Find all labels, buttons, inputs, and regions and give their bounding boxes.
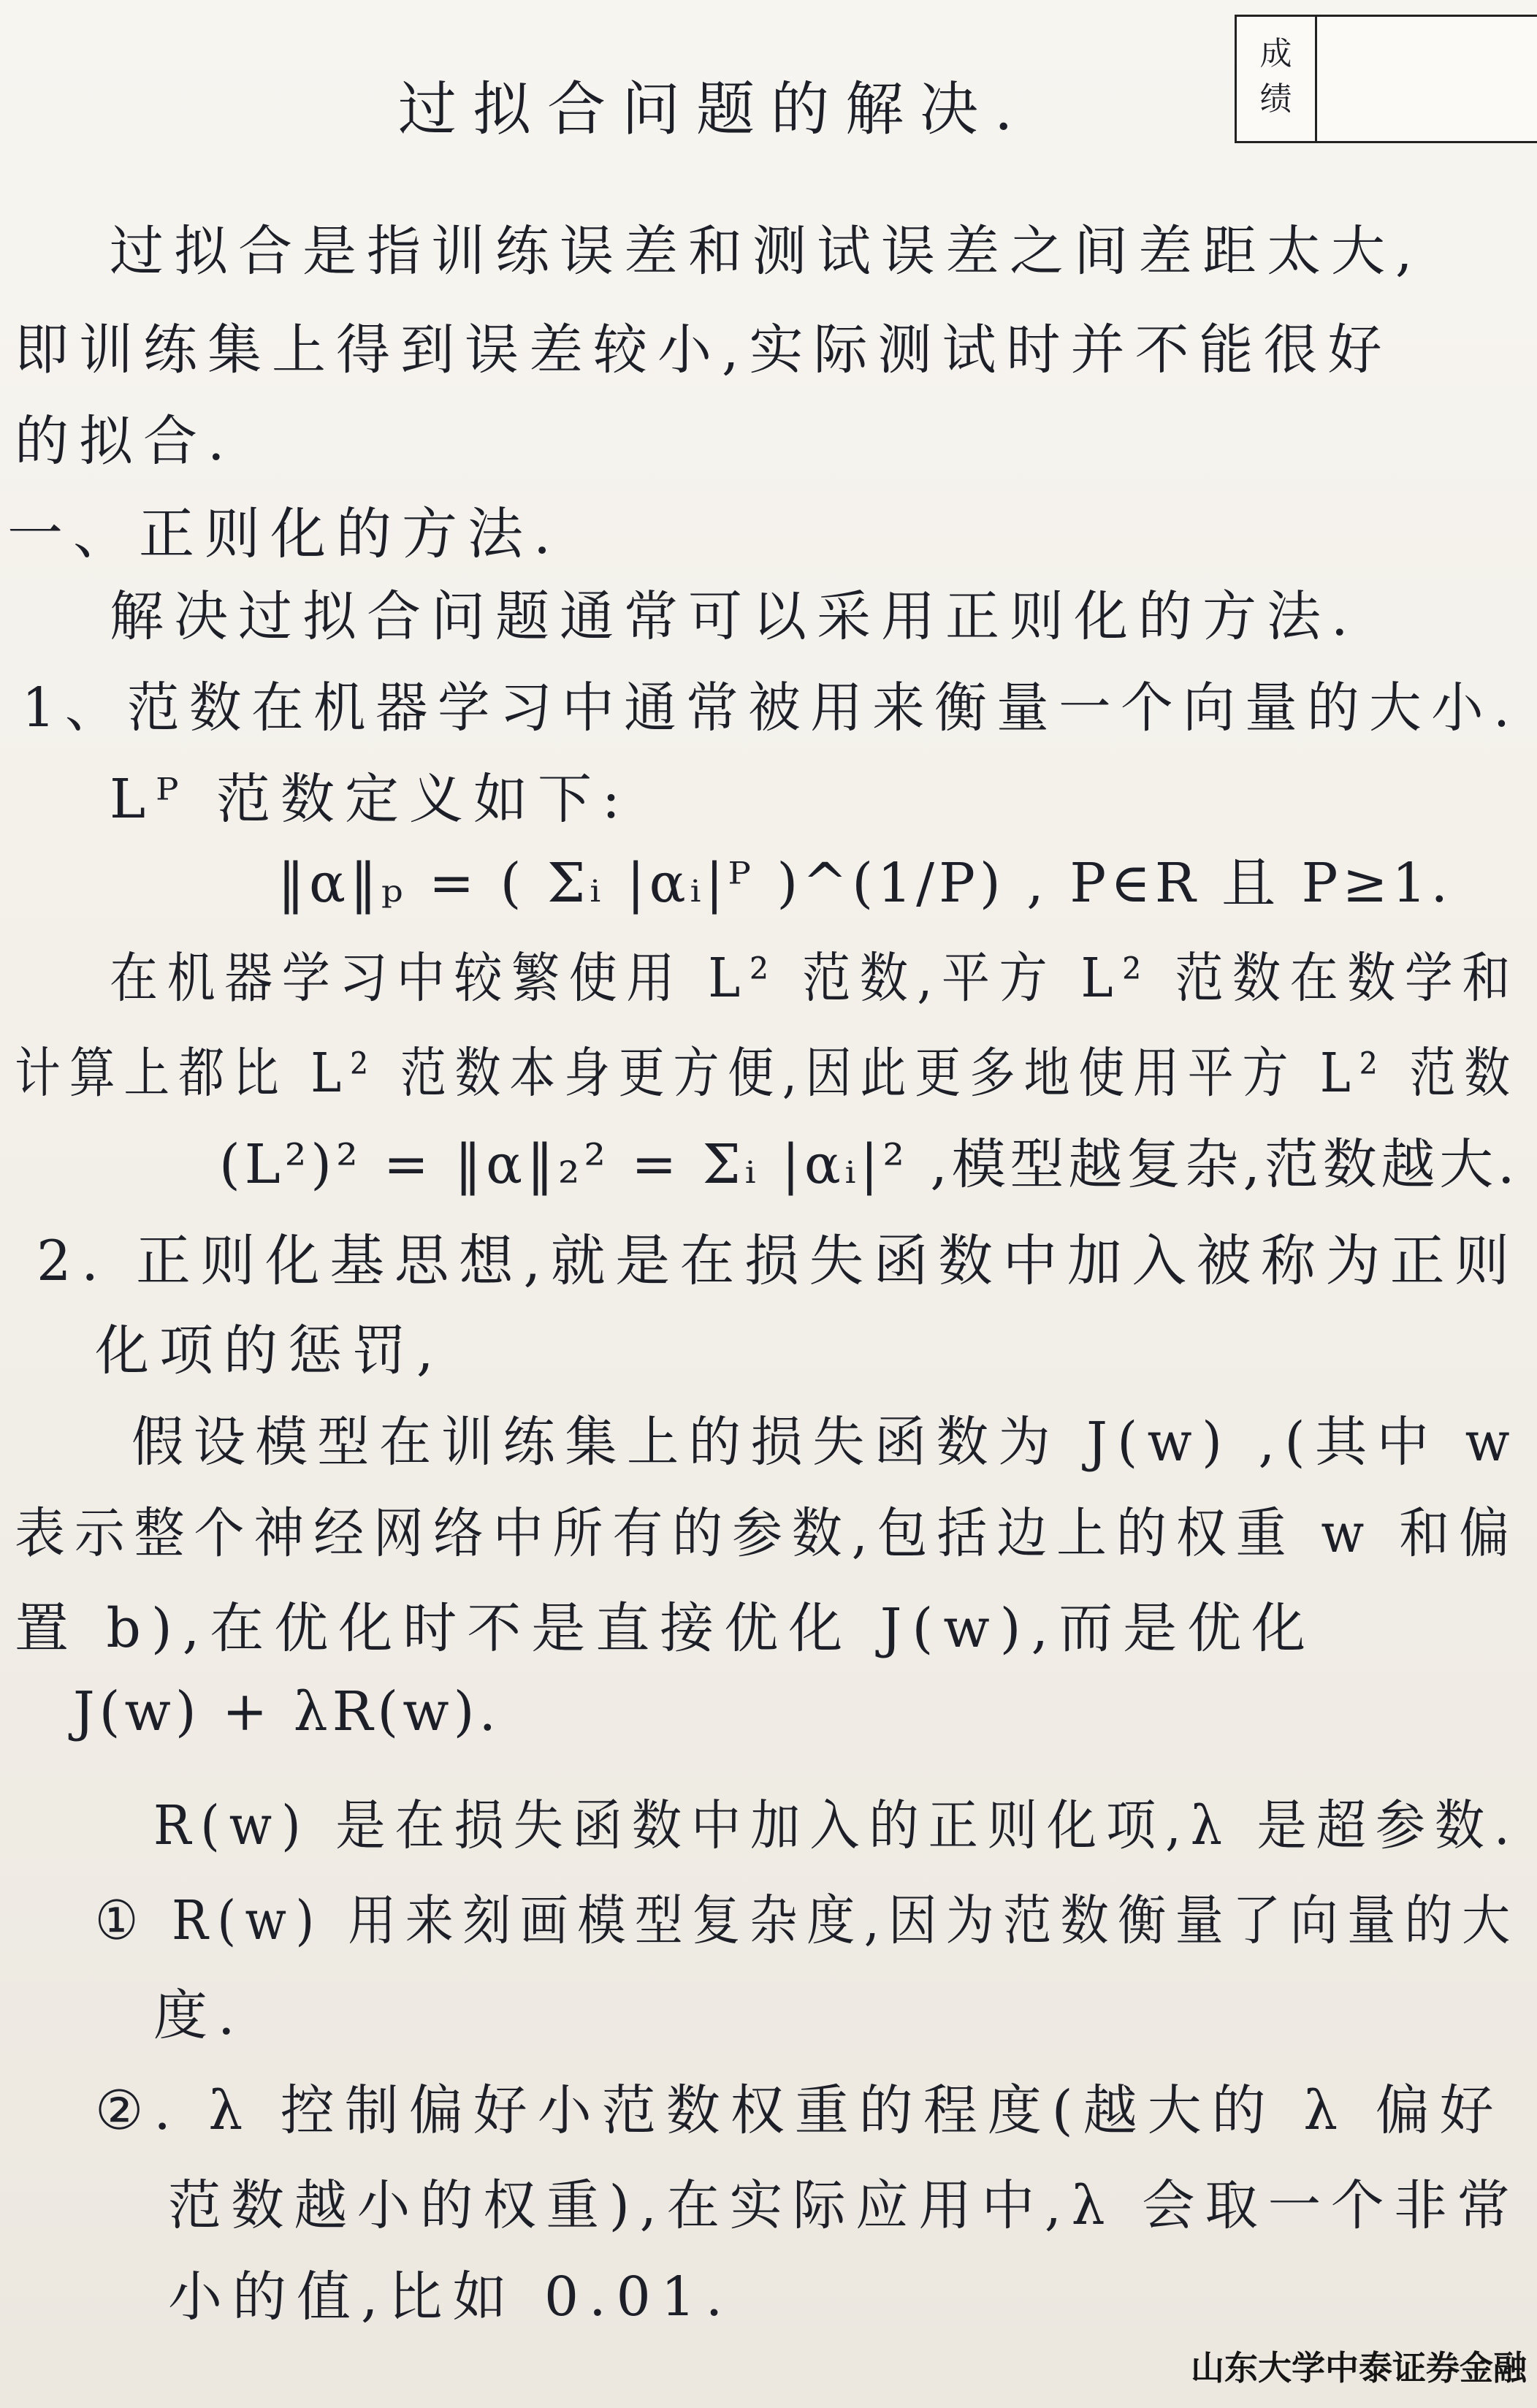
section-heading: 2. 正则化基思想,就是在损失函数中加入被称为正则 — [37, 1228, 1519, 1293]
page-title: 过拟合问题的解决. — [398, 75, 1029, 143]
text-line: 度. — [153, 1984, 245, 2047]
grade-box — [1235, 15, 1537, 143]
text-line: 1、范数在机器学习中通常被用来衡量一个向量的大小. — [22, 677, 1520, 739]
text-line: 在机器学习中较繁使用 L² 范数,平方 L² 范数在数学和 — [110, 947, 1519, 1010]
formula-line: J(w) + λR(w). — [73, 1680, 501, 1743]
text-line: ① R(w) 用来刻画模型复杂度,因为范数衡量了向量的大 — [95, 1889, 1519, 1952]
text-line: 过拟合是指训练误差和测试误差之间差距太大, — [110, 220, 1423, 283]
text-line: 计算上都比 L² 范数本身更方便,因此更多地使用平方 L² 范数 — [15, 1042, 1519, 1105]
text-line: Lᴾ 范数定义如下: — [110, 768, 630, 831]
section-heading: 一、正则化的方法. — [7, 501, 562, 566]
formula-line: ‖α‖ₚ = ( Σᵢ |αᵢ|ᴾ )^(1/P) , P∈R 且 P≥1. — [278, 852, 1453, 915]
text-line: 假设模型在训练集上的损失函数为 J(w) ,(其中 w — [131, 1411, 1520, 1474]
text-line: 解决过拟合问题通常可以采用正则化的方法. — [110, 585, 1359, 648]
text-line: 置 b),在优化时不是直接优化 J(w),而是优化 — [15, 1597, 1316, 1660]
footer-stamp: 山东大学中泰证券金融 — [1191, 2348, 1527, 2388]
text-line: 化项的惩罚, — [95, 1319, 444, 1382]
text-line: ②. λ 控制偏好小范数权重的程度(越大的 λ 偏好 — [95, 2079, 1504, 2142]
grade-label: 成 绩 — [1237, 17, 1317, 141]
formula-line: (L²)² = ‖α‖₂² = Σᵢ |αᵢ|² ,模型越复杂,范数越大. — [219, 1133, 1519, 1196]
text-line: 小的值,比如 0.01. — [168, 2266, 733, 2328]
text-line: 范数越小的权重),在实际应用中,λ 会取一个非常 — [168, 2174, 1520, 2237]
grade-value — [1319, 17, 1537, 141]
text-line: R(w) 是在损失函数中加入的正则化项,λ 是超参数. — [153, 1794, 1519, 1857]
text-line: 表示整个神经网络中所有的参数,包括边上的权重 w 和偏 — [15, 1502, 1519, 1565]
text-line: 的拟合. — [15, 410, 235, 473]
text-line: 即训练集上得到误差较小,实际测试时并不能很好 — [15, 319, 1392, 381]
